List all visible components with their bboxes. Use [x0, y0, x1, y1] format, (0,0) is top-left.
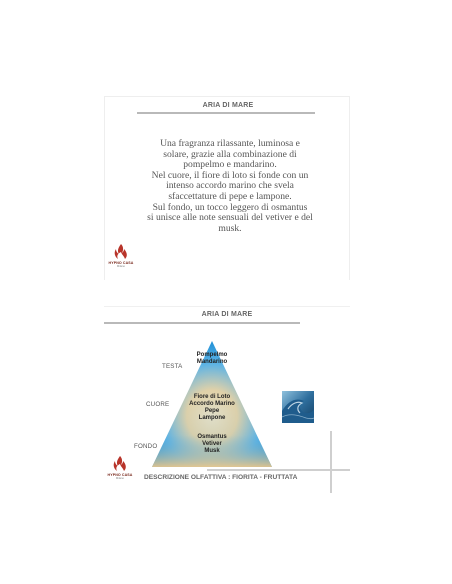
logo-text: HYPNO CASA: [108, 261, 134, 265]
description-line: Una fragranza rilassante, luminosa e: [160, 138, 300, 149]
title-underline: [137, 112, 315, 114]
slide-title: ARIA DI MARE: [201, 311, 253, 318]
note-item: Osmantus: [197, 434, 227, 440]
level-label-fondo: FONDO: [134, 443, 158, 450]
fragrance-description: [127, 139, 333, 234]
slide-description: [104, 96, 350, 280]
ocean-wave-image: [282, 391, 314, 423]
note-item: Pepe: [204, 408, 220, 414]
note-item: Pompelmo: [196, 352, 228, 358]
note-item: Accordo Marino: [189, 401, 235, 407]
logo-subtext: Milano: [116, 264, 126, 268]
title-underline: [104, 322, 300, 324]
divider-horizontal: [207, 469, 350, 471]
note-item: Musk: [204, 448, 220, 454]
flame-logo-icon: [112, 455, 128, 473]
slide-olfactory-pyramid: [104, 306, 350, 492]
description-line: sfaccettature di pepe e lampone.: [168, 190, 292, 202]
description-line: Nel cuore, il fiore di loto si fonde con un: [151, 169, 309, 181]
note-item: Fiore di Loto: [193, 394, 231, 400]
notes-fondo: [184, 434, 240, 455]
description-line: Sul fondo, un tocco leggero di osmantus: [152, 201, 308, 213]
olfactory-description: DESCRIZIONE OLFATTIVA : FIORITA - FRUTTATA: [144, 474, 298, 481]
brand-logo: [108, 243, 134, 268]
note-item: Vetiver: [202, 441, 222, 447]
description-line: musk.: [218, 222, 242, 234]
level-label-testa: TESTA: [162, 363, 183, 370]
note-item: Mandarino: [196, 359, 228, 365]
description-line: intenso accordo marino che svela: [166, 180, 294, 192]
slide-title: ARIA DI MARE: [202, 102, 254, 109]
brand-logo: [107, 455, 133, 480]
notes-cuore: [180, 394, 244, 422]
description-line: solare, grazie alla combinazione di: [163, 148, 297, 160]
logo-text: HYPNO CASA: [107, 473, 133, 477]
note-item: Lampone: [198, 415, 226, 421]
divider-vertical: [330, 431, 332, 493]
logo-subtext: Milano: [115, 476, 125, 480]
description-line: pompelmo e mandarino.: [183, 159, 277, 171]
notes-testa: [184, 352, 240, 366]
flame-logo-icon: [113, 243, 129, 261]
level-label-cuore: CUORE: [146, 401, 170, 408]
description-line: si unisce alle note sensuali del vetiver e del: [147, 212, 313, 224]
